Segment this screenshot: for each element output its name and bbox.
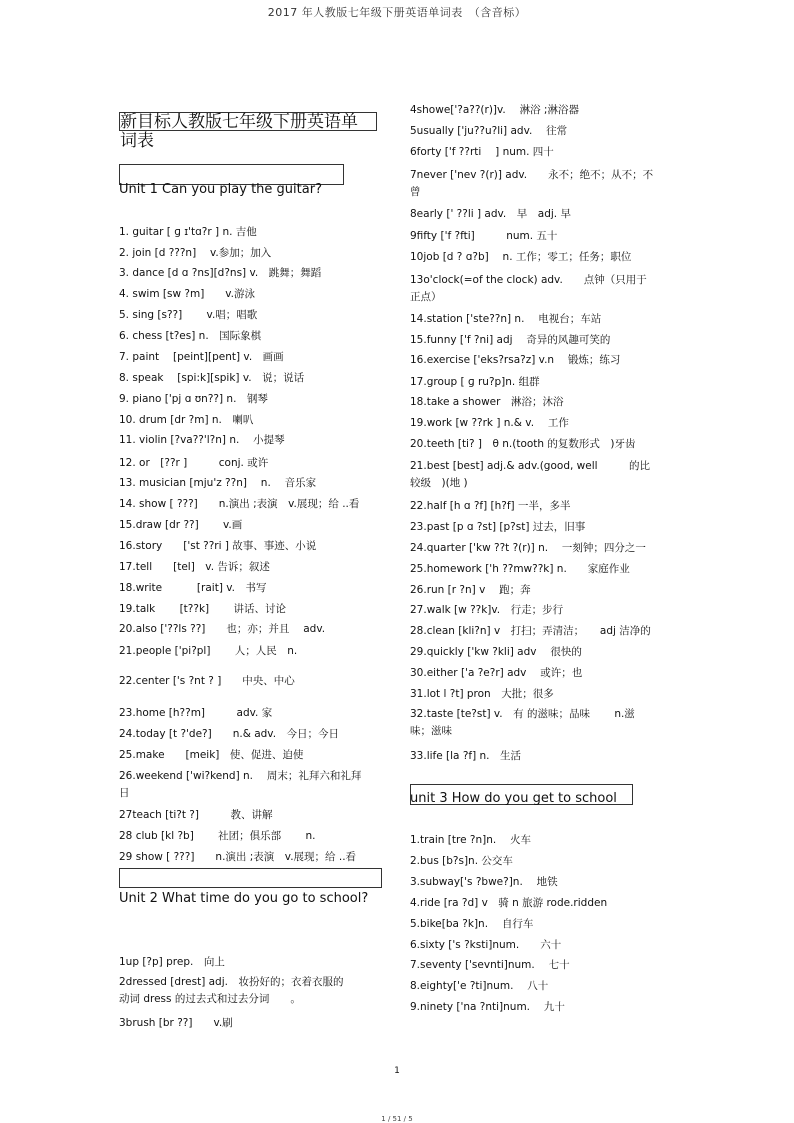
word-entry: 7never ['nev ?(r)] adv. 永不；绝不；从不；不曾 xyxy=(410,169,654,198)
word-entry: 29.quickly ['kw ?kli] adv 很快的 xyxy=(410,646,582,658)
word-entry: 28.clean [kli?n] v 打扫；弄清洁； adj 洁净的 xyxy=(410,625,651,637)
word-entry: 8. speak [spi:k][spik] v. 说；说话 xyxy=(119,372,305,384)
word-entry: 5. sing [s??] v.唱；唱歌 xyxy=(119,309,258,321)
word-entry: 23.home [h??m] adv. 家 xyxy=(119,707,273,719)
word-entry: 28 club [kl ?b] 社团；俱乐部 n. xyxy=(119,830,316,842)
word-entry: 21.people ['pi?pl] 人；人民 n. xyxy=(119,645,298,657)
word-entry: 5usually ['ju??u?li] adv. 往常 xyxy=(410,125,568,137)
unit1-heading: Unit 1 Can you play the guitar? xyxy=(119,182,322,197)
word-entry: 13o'clock(=of the clock) adv. 点钟（只用于正点） xyxy=(410,274,647,303)
word-entry: 1up [?p] prep. 向上 xyxy=(119,956,225,968)
word-entry: 26.weekend ['wi?kend] n. 周末；礼拜六和礼拜日 xyxy=(119,770,362,799)
word-entry: 25.make [meik] 使、促进、迫使 xyxy=(119,749,304,761)
word-entry: 4.ride [ra ?d] v 骑 n 旅游 rode.ridden xyxy=(410,897,608,909)
word-entry: 27teach [ti?t ?] 教、讲解 xyxy=(119,809,273,821)
word-entry: 10. drum [dr ?m] n. 喇叭 xyxy=(119,414,254,426)
word-entry: 24.today [t ?'de?] n.& adv. 今日；今日 xyxy=(119,728,340,740)
word-entry: 31.lot l ?t] pron 大批；很多 xyxy=(410,688,554,700)
word-entry: 3brush [br ??] v.刷 xyxy=(119,1017,233,1029)
word-entry: 10job [d ? ɑ?b] n. 工作；零工；任务；职位 xyxy=(410,251,632,263)
word-entry: 24.quarter ['kw ??t ?(r)] n. 一刻钟；四分之一 xyxy=(410,542,646,554)
word-entry: 13. musician [mju'z ??n] n. 音乐家 xyxy=(119,477,317,489)
word-entry: 3.subway['s ?bwe?]n. 地铁 xyxy=(410,876,558,888)
word-entry: 16.story ['st ??ri ] 故事、事迹、小说 xyxy=(119,540,317,552)
unit2-heading-box xyxy=(119,868,382,888)
word-entry: 2dressed [drest] adj. 妆扮好的；衣着衣服的 动词 dress 的过去式和过去分词 。 xyxy=(119,976,354,1005)
word-entry: 17.group [ ɡ ru?p]n. 组群 xyxy=(410,376,540,388)
word-entry: 5.bike[ba ?k]n. 自行车 xyxy=(410,918,534,930)
word-entry: 6forty ['f ??rti ] num. 四十 xyxy=(410,146,554,158)
word-entry: 4showe['?a??(r)]v. 淋浴 ;淋浴器 xyxy=(410,104,579,116)
word-entry: 20.also ['??ls ??] 也；亦；并且 adv. xyxy=(119,623,326,635)
word-entry: 16.exercise ['eks?rsa?z] v.n 锻炼；练习 xyxy=(410,354,621,366)
word-entry: 6. chess [t?es] n. 国际象棋 xyxy=(119,330,262,342)
word-entry: 14. show [ ???] n.演出 ;表演 v.展现；给 ..看 xyxy=(119,498,360,510)
word-entry: 25.homework ['h ??mw??k] n. 家庭作业 xyxy=(410,563,630,575)
word-entry: 4. swim [sw ?m] v.游泳 xyxy=(119,288,256,300)
word-entry: 14.station ['ste??n] n. 电视台；车站 xyxy=(410,313,602,325)
word-entry: 32.taste [te?st] v. 有 的滋味；品味 n.滋味；滋味 xyxy=(410,708,635,737)
unit3-heading: unit 3 How do you get to school xyxy=(410,791,617,806)
word-entry: 2.bus [b?s]n. 公交车 xyxy=(410,855,513,867)
word-entry: 12. or [??r ] conj. 或许 xyxy=(119,457,269,469)
word-entry: 17.tell [tel] v. 告诉；叙述 xyxy=(119,561,270,573)
word-entry: 11. violin [?va??'l?n] n. 小提琴 xyxy=(119,434,285,446)
word-entry: 27.walk [w ??k]v. 行走；步行 xyxy=(410,604,564,616)
word-entry: 9.ninety ['na ?nti]num. 九十 xyxy=(410,1001,565,1013)
word-entry: 7.seventy ['sevnti]num. 七十 xyxy=(410,959,570,971)
page-header: 2017 年人教版七年级下册英语单词表 （含音标） xyxy=(267,6,527,19)
word-entry: 21.best [best] adj.& adv.(good, well 的比较级 )(地 ) xyxy=(410,460,651,489)
word-entry: 23.past [p ɑ ?st] [p?st] 过去，旧事 xyxy=(410,521,586,533)
word-entry: 9fifty ['f ?fti] num. 五十 xyxy=(410,230,558,242)
word-entry: 19.talk [t??k] 讲话、讨论 xyxy=(119,603,286,615)
word-entry: 22.center ['s ?nt ? ] 中央、中心 xyxy=(119,675,295,687)
word-entry: 2. join [d ???n] v.参加；加入 xyxy=(119,247,272,259)
word-entry: 33.life [la ?f] n. 生活 xyxy=(410,750,522,762)
word-entry: 20.teeth [ti? ] θ n.(tooth 的复数形式 )牙齿 xyxy=(410,438,636,450)
word-entry: 7. paint [peint][pent] v. 画画 xyxy=(119,351,284,363)
word-entry: 19.work [w ??rk ] n.& v. 工作 xyxy=(410,417,569,429)
page-footer: 1 / 51 / 5 xyxy=(381,1115,413,1123)
word-entry: 3. dance [d ɑ ?ns][d?ns] v. 跳舞；舞蹈 xyxy=(119,267,322,279)
word-entry: 18.write [rait] v. 书写 xyxy=(119,582,267,594)
word-entry: 8.eighty['e ?ti]num. 八十 xyxy=(410,980,549,992)
word-entry: 6.sixty ['s ?ksti]num. 六十 xyxy=(410,939,562,951)
unit2-heading: Unit 2 What time do you go to school? xyxy=(119,891,369,906)
word-entry: 26.run [r ?n] v 跑；奔 xyxy=(410,584,531,596)
word-entry: 15.draw [dr ??] v.画 xyxy=(119,519,243,531)
word-entry: 30.either ['a ?e?r] adv 或许；也 xyxy=(410,667,583,679)
word-entry: 8early [' ??li ] adv. 早 adj. 早 xyxy=(410,208,571,220)
page-number: 1 xyxy=(394,1066,400,1076)
word-entry: 22.half [h ɑ ?f] [h?f] 一半，多半 xyxy=(410,500,571,512)
document-title-text: 新目标人教版七年级下册英语单词表 xyxy=(120,112,358,151)
word-entry: 9. piano ['pj ɑ ʊn??] n. 钢琴 xyxy=(119,393,268,405)
document-title xyxy=(119,112,377,151)
word-entry: 29 show [ ???] n.演出 ;表演 v.展现；给 ..看 xyxy=(119,851,357,863)
word-entry: 1.train [tre ?n]n. 火车 xyxy=(410,834,532,846)
word-entry: 18.take a shower 淋浴；沐浴 xyxy=(410,396,564,408)
word-entry: 15.funny ['f ?ni] adj 奇异的风趣可笑的 xyxy=(410,334,611,346)
word-entry: 1. guitar [ ɡ ɪ'tɑ?r ] n. 吉他 xyxy=(119,226,257,238)
